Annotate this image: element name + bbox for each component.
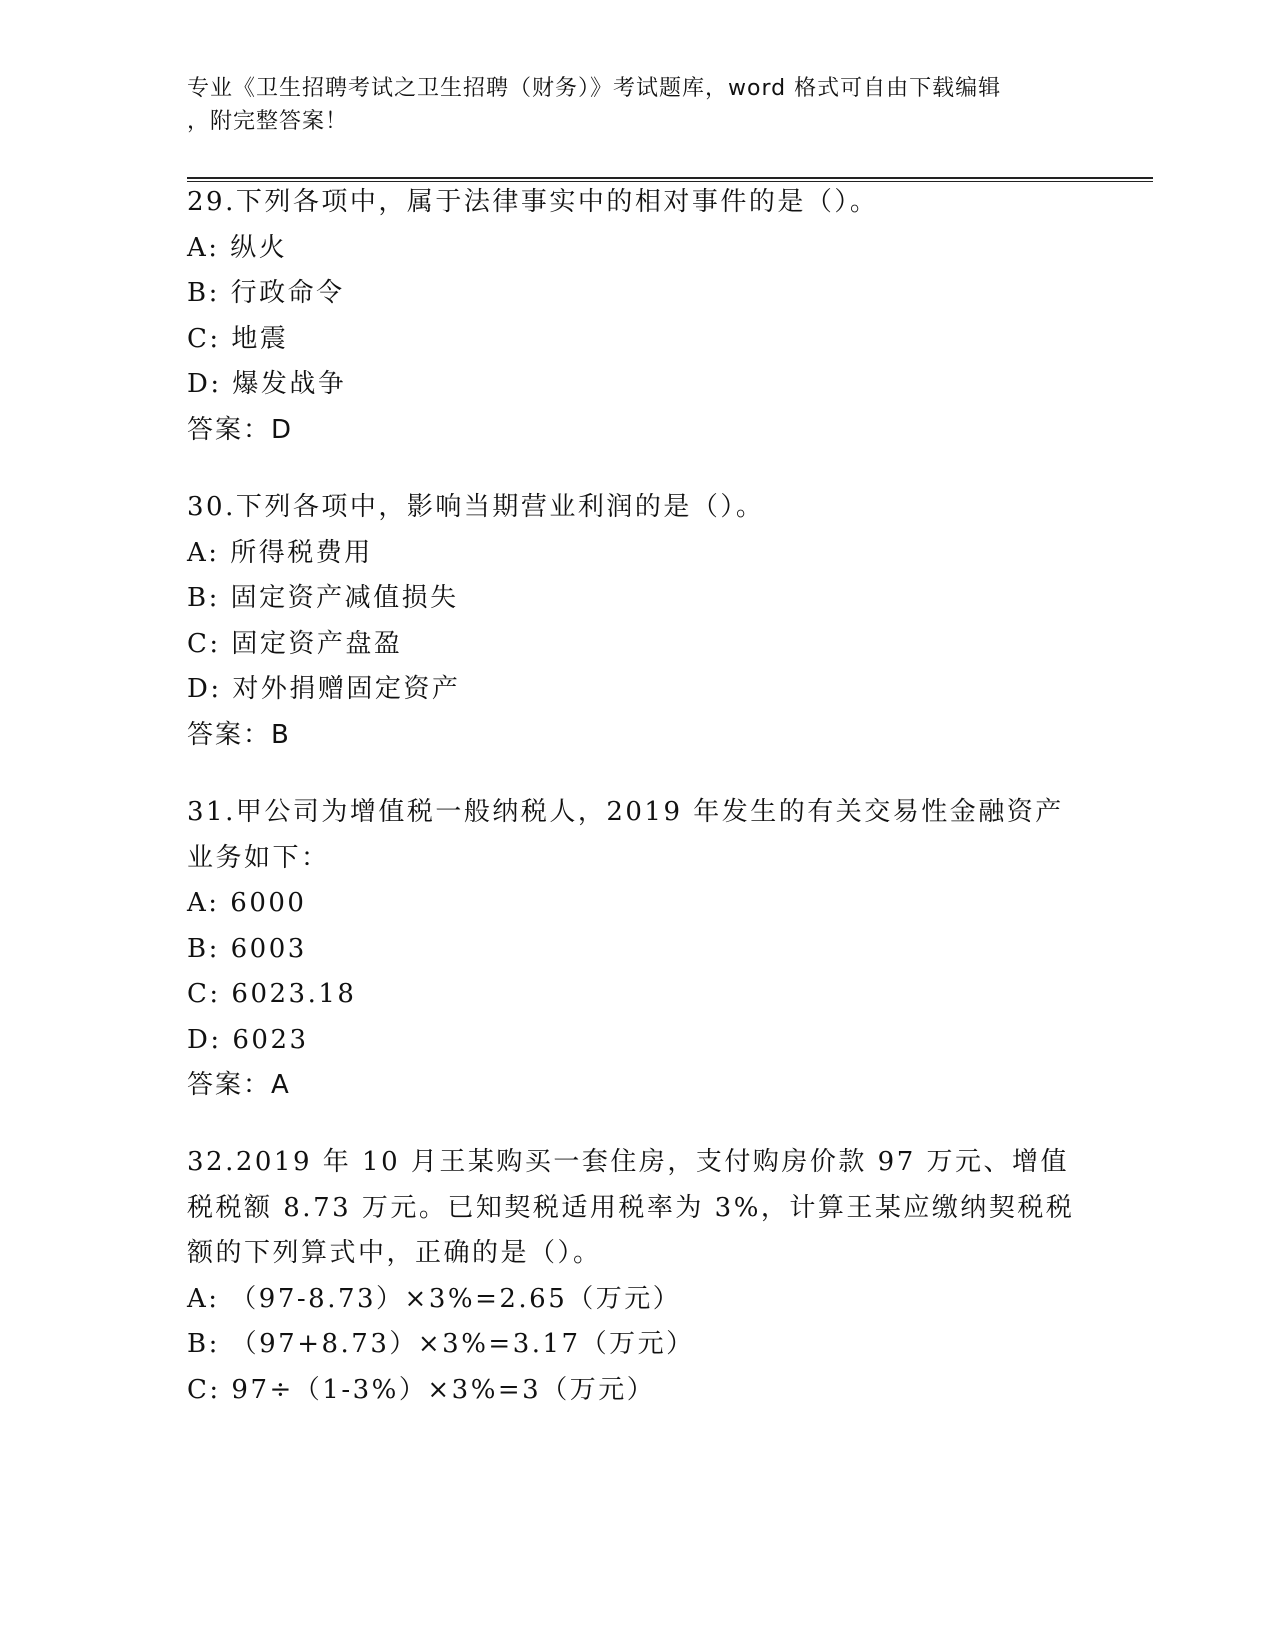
answer: 答案：A bbox=[187, 1070, 291, 1100]
option-b: B: 6003 bbox=[187, 933, 307, 964]
question-stem: 32.2019 年 10 月王某购买一套住房，支付购房价款 97 万元、增值税税额 8.73 万元。已知契税适用税率为 3%，计算王某应缴纳契税税额的下列算式中，正确的是（）。 bbox=[187, 1147, 1075, 1268]
answer: 答案：B bbox=[187, 719, 291, 750]
question-stem: 30.下列各项中，影响当期营业利润的是（）。 bbox=[187, 492, 765, 522]
option-b: B: 固定资产减值损失 bbox=[187, 583, 459, 613]
option-a: A: 6000 bbox=[187, 888, 307, 918]
option-c: C: 6023.18 bbox=[187, 979, 357, 1009]
header-rule-thick bbox=[187, 177, 1153, 179]
question-stem: 31.甲公司为增值税一般纳税人，2019 年发生的有关交易性金融资产业务如下： bbox=[187, 797, 1064, 873]
option-a: A: 纵火 bbox=[187, 232, 288, 263]
option-c: C: 固定资产盘盈 bbox=[187, 628, 403, 659]
option-b: B: （97+8.73）×3%=3.17（万元） bbox=[187, 1329, 695, 1359]
option-a: A: （97-8.73）×3%=2.65（万元） bbox=[187, 1283, 682, 1314]
question-31 bbox=[187, 790, 1087, 1109]
option-a: A: 所得税费用 bbox=[187, 537, 373, 568]
answer: 答案：D bbox=[187, 414, 294, 445]
option-b: B: 行政命令 bbox=[187, 278, 345, 308]
option-d: D: 爆发战争 bbox=[187, 369, 347, 399]
option-d: D: 6023 bbox=[187, 1024, 309, 1055]
question-30 bbox=[187, 485, 1087, 758]
document-header: 专业《卫生招聘考试之卫生招聘（财务）》考试题库，word 格式可自由下载编辑 ，附完整答案！ bbox=[187, 76, 1002, 134]
question-29 bbox=[187, 180, 1087, 453]
option-c: C: 地震 bbox=[187, 323, 289, 354]
question-stem: 29.下列各项中，属于法律事实中的相对事件的是（）。 bbox=[187, 187, 879, 217]
option-d: D: 对外捐赠固定资产 bbox=[187, 674, 461, 704]
option-c: C: 97÷（1-3%）×3%=3（万元） bbox=[187, 1374, 656, 1405]
question-32 bbox=[187, 1140, 1087, 1413]
